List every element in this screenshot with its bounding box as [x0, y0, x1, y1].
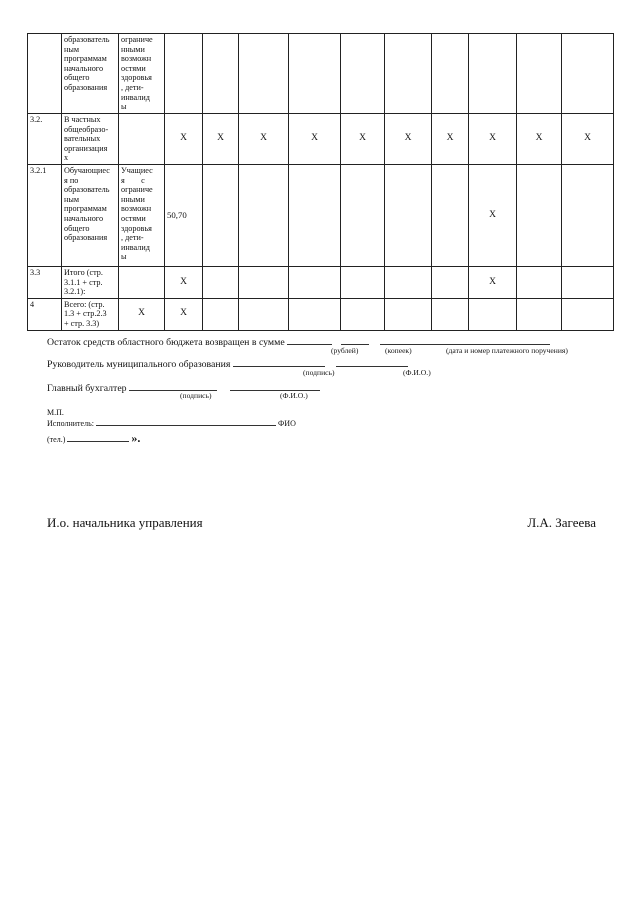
- executor-fio: ФИО: [277, 419, 296, 428]
- x-mark: Х: [165, 266, 203, 298]
- category-cell: Обучающиес я по образователь ным программам начального общего образования: [62, 164, 119, 266]
- row-number-cell: 3.3: [28, 266, 62, 298]
- accountant-label: Главный бухгалтер: [47, 383, 127, 394]
- table-row: [28, 298, 614, 330]
- table-row: [28, 164, 614, 266]
- x-mark: Х: [203, 114, 239, 165]
- x-mark: Х: [562, 114, 614, 165]
- category-cell: Итого (стр. 3.1.1 + стр. 3.2.1):: [62, 266, 119, 298]
- x-mark: Х: [165, 298, 203, 330]
- x-mark: Х: [385, 114, 432, 165]
- signatory-name: Л.А. Загеева: [527, 515, 596, 530]
- table-row: [28, 114, 614, 165]
- closing-quote: ».: [131, 431, 141, 445]
- table-row: [28, 266, 614, 298]
- amount-cell: 50,70: [165, 164, 203, 266]
- x-mark: Х: [469, 114, 517, 165]
- x-mark: Х: [119, 298, 165, 330]
- remainder-label: Остаток средств областного бюджета возвращен в сумме: [47, 337, 285, 348]
- head-line: [47, 356, 408, 370]
- x-mark: Х: [469, 164, 517, 266]
- row-number-cell: 4: [28, 298, 62, 330]
- accountant-signature-caption: (подпись): [180, 391, 212, 400]
- table-row: [28, 34, 614, 114]
- head-signature-caption: (подпись): [303, 368, 335, 377]
- report-table: [27, 33, 614, 331]
- x-mark: Х: [289, 114, 341, 165]
- row-number-cell: 3.2.1: [28, 164, 62, 266]
- phone-line: [47, 431, 140, 446]
- x-mark: Х: [165, 114, 203, 165]
- payment-order-caption: (дата и номер платежного поручения): [446, 346, 568, 355]
- executor-label: Исполнитель:: [47, 419, 94, 428]
- row-number-cell: [28, 34, 62, 114]
- category-cell: образователь ным программам начального общего образования: [62, 34, 119, 114]
- subcategory-cell: Учащиес я с ограниче нными возможн остями здоровья , дети- инвалид ы: [119, 164, 165, 266]
- x-mark: Х: [517, 114, 562, 165]
- category-cell: В частных общеобразо- вательных организация х: [62, 114, 119, 165]
- head-fio-caption: (Ф.И.О.): [403, 368, 431, 377]
- accountant-fio-caption: (Ф.И.О.): [280, 391, 308, 400]
- row-number-cell: 3.2.: [28, 114, 62, 165]
- subcategory-cell: ограниче нными возможн остями здоровья , дети- инвалид ы: [119, 34, 165, 114]
- phone-label: (тел.): [47, 435, 66, 444]
- executor-line: [47, 417, 296, 428]
- x-mark: Х: [341, 114, 385, 165]
- kopecks-caption: (копеек): [385, 346, 412, 355]
- x-mark: Х: [239, 114, 289, 165]
- x-mark: Х: [432, 114, 469, 165]
- stamp-place: М.П.: [47, 408, 64, 417]
- category-cell: Всего: (стр. 1.3 + стр.2.3 + стр. 3.3): [62, 298, 119, 330]
- signatory-title: И.о. начальника управления: [47, 515, 203, 530]
- rubles-caption: (рублей): [331, 346, 359, 355]
- head-label: Руководитель муниципального образования: [47, 359, 231, 370]
- x-mark: Х: [469, 266, 517, 298]
